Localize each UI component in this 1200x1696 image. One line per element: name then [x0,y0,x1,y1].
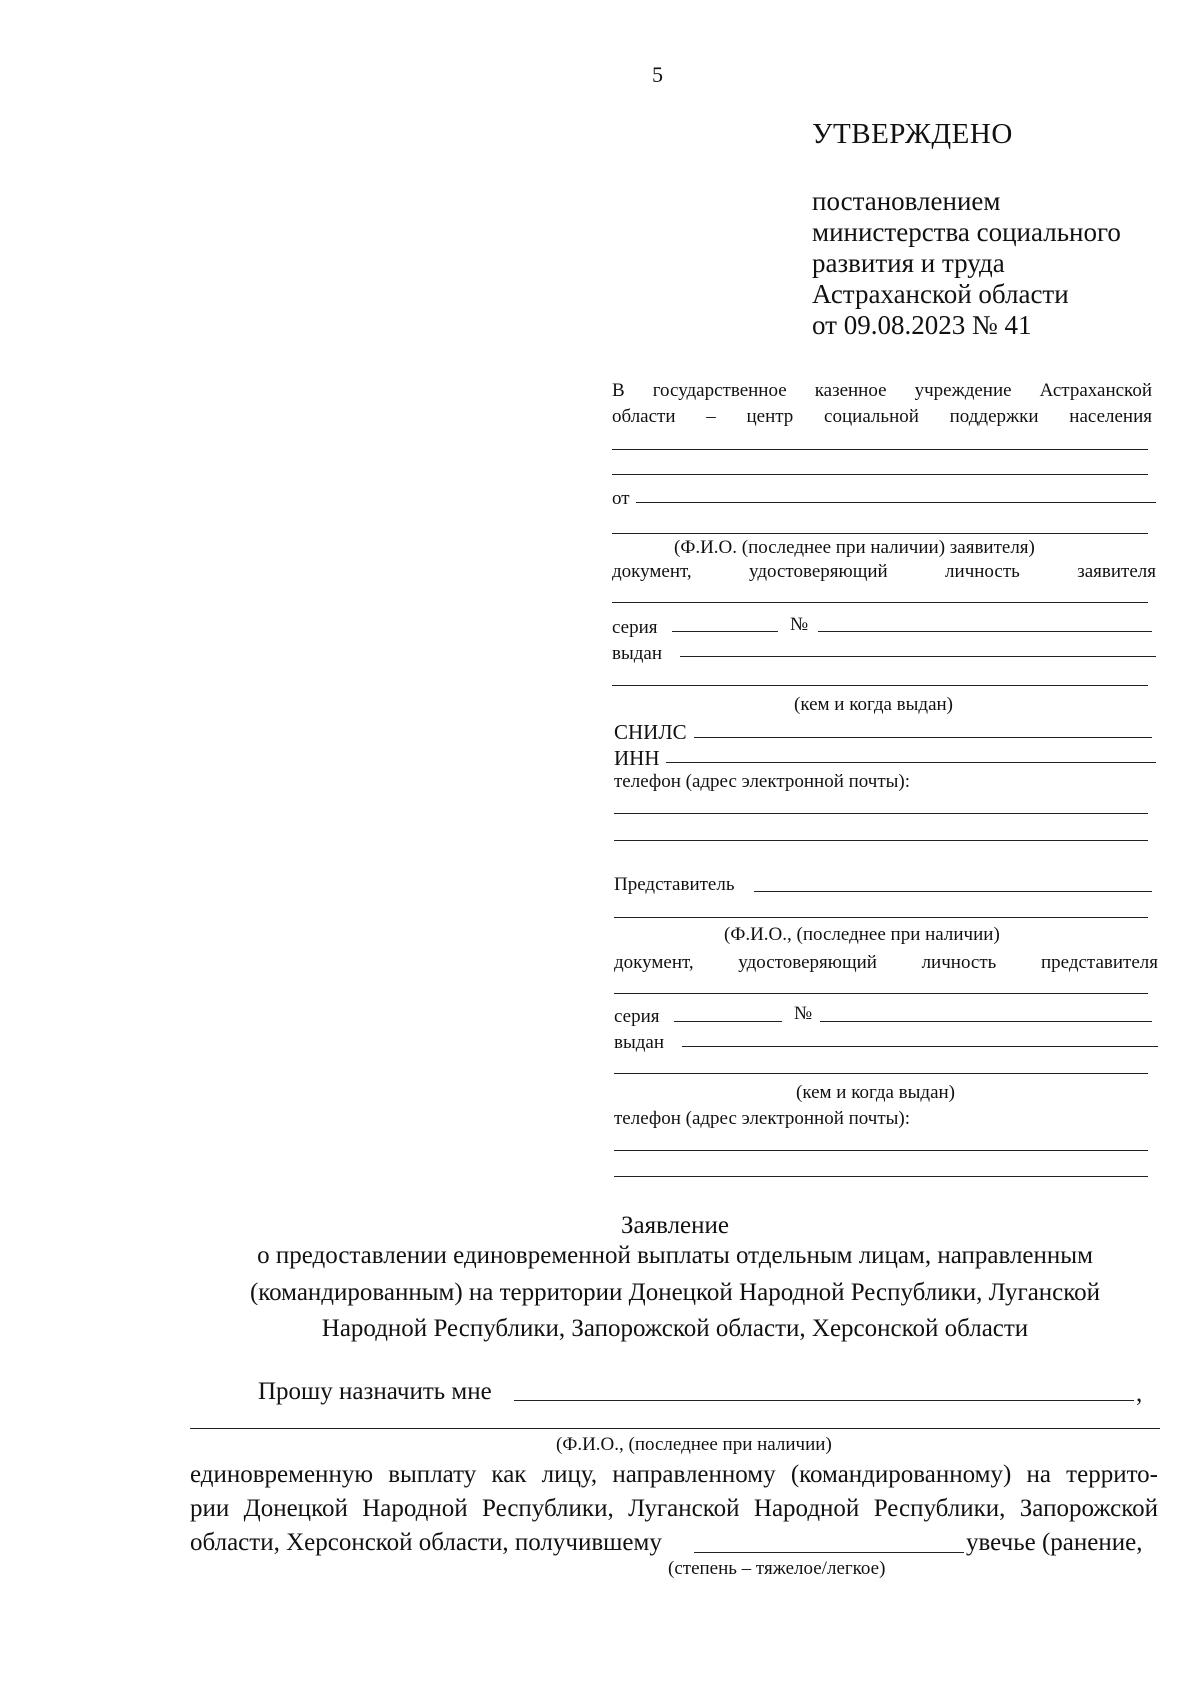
approval-line: министерства социального [812,217,1121,247]
statement-title: Заявление [620,1212,730,1239]
representative-issued-field-2[interactable] [614,1073,1148,1074]
representative-number-label: № [794,1003,813,1024]
severity-field[interactable] [694,1552,964,1553]
representative-label: Представитель [614,874,735,895]
statement-subtitle-line: Народной Республики, Запорожской области, Херсонской области [321,1315,1029,1342]
statement-body-line-end: увечье (ранение, [966,1529,1143,1556]
request-comma: , [1136,1380,1143,1407]
applicant-phone-field-2[interactable] [614,840,1148,841]
representative-issued-field[interactable] [682,1046,1158,1047]
page-number: 5 [652,62,663,87]
addressee-line-1: В государственное казенное учреждение Астраханской [612,380,1152,401]
approval-decree [812,186,1121,341]
request-fio-field[interactable] [514,1400,1134,1401]
approval-title: УТВЕРЖДЕНО [812,118,1013,150]
representative-name-field[interactable] [614,917,1148,918]
snils-label: СНИЛС [614,720,687,744]
applicant-series-label: серия [612,617,658,638]
approval-line: от 09.08.2023 № 41 [812,310,1032,340]
representative-issued-caption: (кем и когда выдан) [796,1082,956,1103]
statement-body-line: единовременную выплату как лицу, направленному (командированному) на террито- [190,1461,1158,1488]
snils-field[interactable] [694,737,1152,738]
representative-number-field[interactable] [820,1021,1152,1022]
addressee-line-2: области – центр социальной поддержки населения [612,406,1152,427]
applicant-id-doc-field[interactable] [612,602,1148,603]
statement-body-line: рии Донецкой Народной Республики, Луганской Народной Республики, Запорожской [190,1495,1158,1522]
statement-body-line-start: области, Херсонской области, получившему [190,1529,662,1556]
request-fio-field-2[interactable] [190,1428,1160,1429]
representative-series-label: серия [614,1006,660,1027]
approval-line: Астраханской области [812,279,1069,309]
from-label: от [612,488,630,509]
applicant-number-label: № [790,614,809,635]
representative-series-field[interactable] [674,1021,782,1022]
severity-caption: (степень – тяжелое/легкое) [668,1558,886,1579]
request-label: Прошу назначить мне [258,1378,492,1405]
statement-subtitle-line: о предоставлении единовременной выплаты отдельным лицам, направленным [257,1242,1093,1269]
applicant-name-field[interactable] [612,533,1148,534]
representative-phone-label: телефон (адрес электронной почты): [614,1108,911,1129]
statement-subtitle-line: (командированным) на территории Донецкой Народной Республики, Луганской [249,1279,1101,1306]
inn-field[interactable] [666,762,1156,763]
representative-id-doc-field[interactable] [614,993,1148,994]
applicant-issued-caption: (кем и когда выдан) [794,694,954,715]
applicant-phone-field[interactable] [614,813,1148,814]
representative-phone-field[interactable] [614,1150,1148,1151]
representative-phone-field-2[interactable] [614,1176,1148,1177]
approval-line: развития и труда [812,248,1005,278]
applicant-caption: (Ф.И.О. (последнее при наличии) заявителя) [674,537,1035,558]
request-fio-caption: (Ф.И.О., (последнее при наличии) [556,1434,832,1455]
from-field[interactable] [636,502,1156,503]
applicant-id-doc-label: документ, удостоверяющий личность заявителя [612,561,1156,582]
applicant-phone-label: телефон (адрес электронной почты): [614,771,911,792]
representative-id-doc-label: документ, удостоверяющий личность представителя [614,952,1158,973]
inn-label: ИНН [614,746,660,770]
applicant-issued-field[interactable] [680,656,1156,657]
applicant-series-field[interactable] [672,631,778,632]
addressee-blank-line[interactable] [612,449,1148,450]
representative-caption: (Ф.И.О., (последнее при наличии) [724,924,1000,945]
applicant-number-field[interactable] [818,631,1152,632]
addressee-blank-line[interactable] [612,474,1148,475]
approval-line: постановлением [812,186,1001,216]
representative-issued-label: выдан [614,1032,665,1053]
applicant-issued-label: выдан [612,643,663,664]
representative-field[interactable] [754,891,1152,892]
applicant-issued-field-2[interactable] [612,685,1148,686]
